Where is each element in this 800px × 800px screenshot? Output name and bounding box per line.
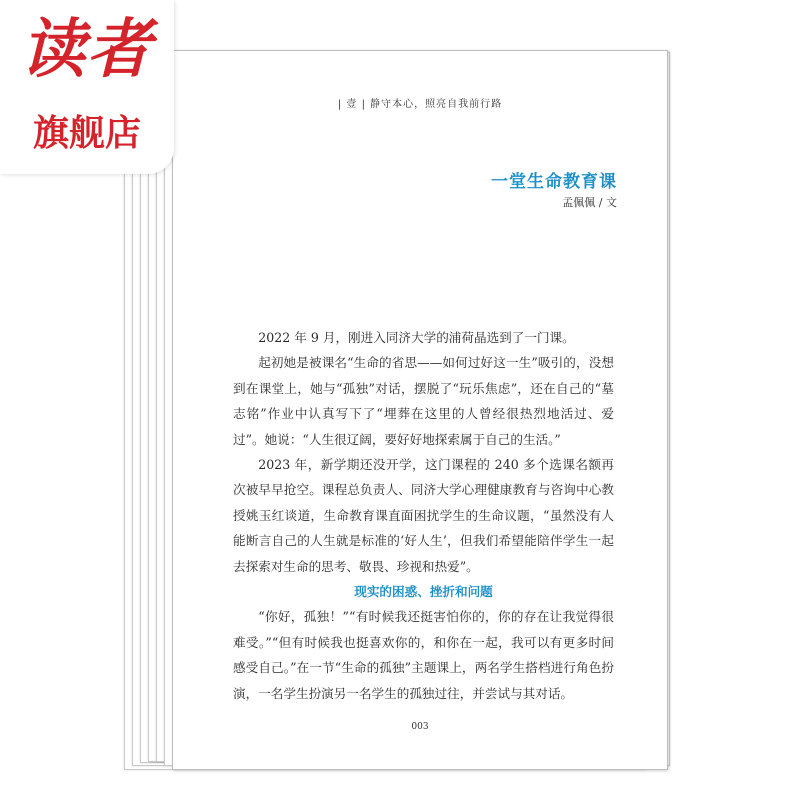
logo-brand-text: 读者 [21, 12, 153, 87]
section-subheading: 现实的困惑、挫折和问题 [354, 584, 493, 600]
store-logo [0, 0, 174, 174]
running-head: | 壹 | 静守本心，照亮自我前行路 [337, 99, 503, 110]
article-title: 一堂生命教育课 [491, 172, 617, 192]
article-author: 孟佩佩 / 文 [562, 196, 617, 209]
article-body [233, 325, 614, 706]
logo-store-text: 旗舰店 [32, 113, 141, 154]
paragraph: “你好，孤独！”“有时候我还挺害怕你的，你的存在让我觉得很难受。”“但有时候我也挺喜欢你的，和你在一起，我可以有更多时间感受自己。”在一节“生命的孤独”主题课上，两名学生搭档进行角色扮演，一名学生扮演另一名学生的孤独过往，并尝试与其对话。 [233, 609, 614, 701]
page-number: 003 [411, 722, 429, 732]
paragraph: 2022 年 9 月，刚进入同济大学的浦荷晶选到了一门课。 [258, 330, 575, 345]
paragraph: 2023 年，新学期还没开学，这门课程的 240 多个选课名额再次被早早抢空。课程总负责人、同济大学心理健康教育与咨询中心教授姚玉红谈道，生命教育课直面困扰学生的生命议题，“虽然没有人能断言自己的人生就是标准的‘好人生’，但我们希望能陪伴学生一起去探索对生命的思考、敬畏、珍视和热爱”。 [233, 457, 614, 574]
paragraph: 起初她是被课名“生命的省思——如何过好这一生”吸引的，没想到在课堂上，她与“孤独”对话，摆脱了“玩乐焦虑”，还在自己的“墓志铭”作业中认真写下了“埋葬在这里的人曾经很热烈地活过、爱过”。她说：“人生很辽阔，要好好地探索属于自己的生活。” [233, 355, 614, 447]
book-page [172, 50, 668, 770]
